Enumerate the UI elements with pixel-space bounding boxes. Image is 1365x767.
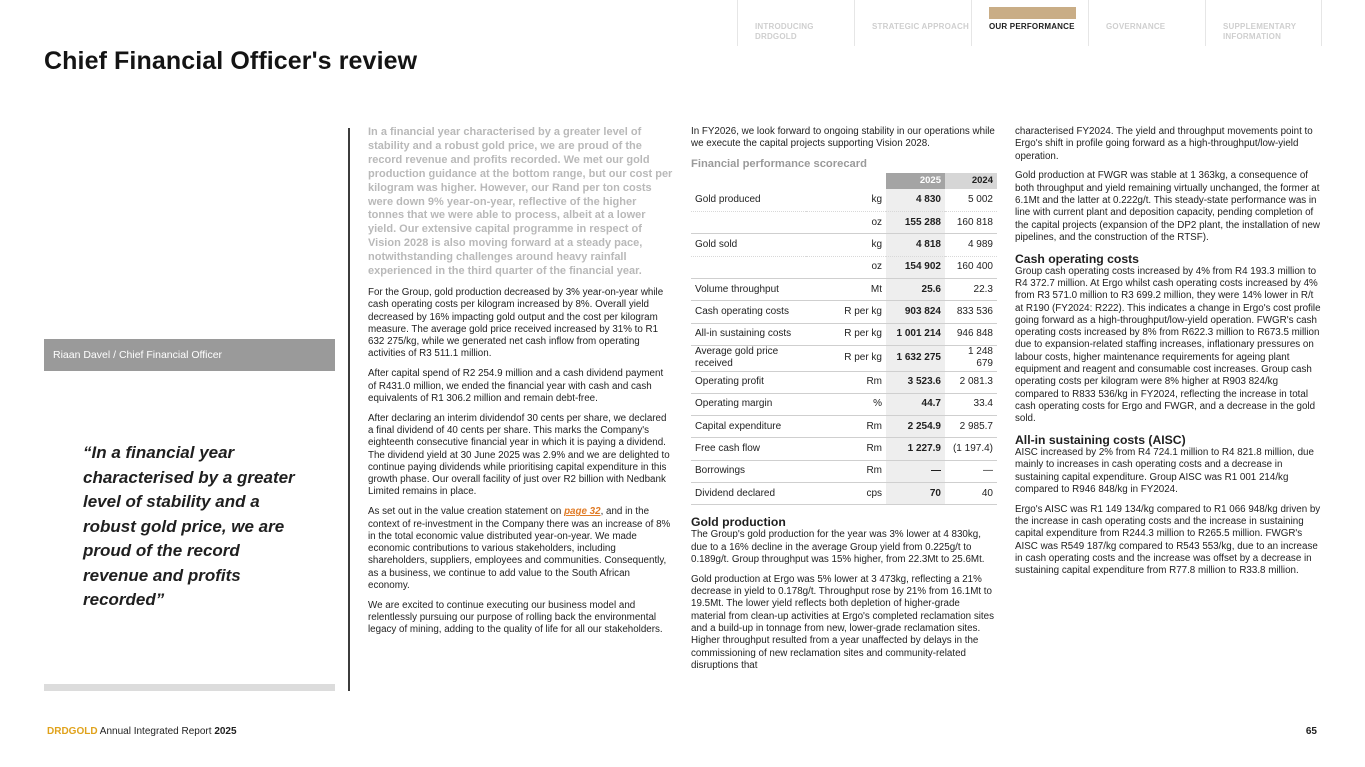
table-header-blank [806, 173, 886, 189]
financial-scorecard-table [691, 173, 997, 505]
row-value-2025: 3 523.6 [886, 371, 945, 393]
table-row [691, 345, 997, 371]
nav-tab-strategic-approach[interactable] [854, 0, 971, 46]
row-value-2024: 946 848 [945, 323, 997, 345]
row-label: Operating profit [691, 371, 806, 393]
row-value-2025: 1 632 275 [886, 345, 945, 371]
paragraph: After declaring an interim dividendof 30 cents per share, we declared a final dividend of 40 cents per share. This marks the Company's eighteenth consecutive financial year in which it is paying a dividend. The dividend yield at 30 June 2025 was 2.9% and we are delighted to continue paying dividends while prioritising capital expenditure in this growth phase. Our overall facility of just over R2 billion with Nedbank Limited remains in place. [368, 412, 670, 498]
footer-year: 2025 [214, 726, 237, 737]
paragraph: Group cash operating costs increased by 4% from R4 193.3 million to R4 372.7 million. At Ergo whilst cash operating costs increased by 4% from R3 571.0 million to R3 699.2 million, they were 14% lower in R/t at R190 (FY2024: R222). This indicates a change in Ergo's cost profile going forward as a high-throughput/low-yield operation. FWGR's cash operating costs increased by 8% from R622.3 million to R673.5 million due to expansion-related staffing increases, inflationary pressures on labour costs, higher maintenance requirements for ageing plant equipment and reagent and consumable cost increases. Group cash operating costs per kilogram were 8% higher at R903 824/kg compared to R833 536/kg in FY2024, reflecting the increase in total cash operating costs for Ergo and FWGR, and a decrease in the gold sold. [1015, 265, 1321, 425]
section-heading-gold-production: Gold production [691, 515, 786, 530]
paragraph: After capital spend of R2 254.9 million and a cash dividend payment of R431.0 million, we ended the financial year with cash and cash equivalents of R1 306.2 million and remain debt-free. [368, 368, 664, 404]
row-label: Borrowings [691, 460, 806, 482]
row-value-2025: 155 288 [886, 212, 945, 234]
row-label: All-in sustaining costs [691, 323, 806, 345]
row-value-2024: 5 002 [945, 189, 997, 211]
row-value-2024: 2 985.7 [945, 416, 997, 438]
table-row [691, 256, 997, 278]
row-value-2025: 1 227.9 [886, 438, 945, 460]
paragraph: As set out in the value creation statement on page 32, and in the context of re-investment in the Company there was an increase of 8% in the total economic value distributed year-on-year. We made economic contributions to various stakeholders, including shareholders, suppliers, employees and communities. Consequently, as a business, we continue to add value to the South African economy. [368, 506, 671, 591]
row-label [691, 256, 806, 278]
pull-quote: “In a financial year characterised by a greater level of stability and a robust gold price, we are proud of the record revenue and profits recorded” [83, 443, 295, 609]
row-value-2025: 44.7 [886, 393, 945, 415]
table-row [691, 438, 997, 460]
row-unit: kg [806, 189, 886, 211]
row-unit: Mt [806, 279, 886, 301]
paragraph: Gold production at Ergo was 5% lower at 3 473kg, reflecting a 21% decrease in yield to 0.178g/t. Throughput rose by 21% from 16.1Mt to 19.5Mt. The lower yield reflects both depletion of higher-grade material from clean-up activities at Ergo's completed reclamation sites and a build-up in tonnage from new, lower-grade reclamation sites. Higher throughput resulted from a year unaffected by delays in the commissioning of new reclamation sites and community-related disruptions that [691, 573, 994, 671]
table-row [691, 212, 997, 234]
table-header-blank [691, 173, 806, 189]
row-value-2025: 4 830 [886, 189, 945, 211]
nav-tab-indicator [1106, 7, 1193, 19]
row-unit: Rm [806, 416, 886, 438]
nav-tab-indicator [1223, 7, 1310, 19]
table-row [691, 189, 997, 211]
nav-tab-indicator [872, 7, 959, 19]
nav-tab-supplementary-information[interactable] [1205, 0, 1322, 46]
section-heading-cash-operating-costs: Cash operating costs [1015, 251, 1139, 266]
row-label: Operating margin [691, 393, 806, 415]
row-label: Capital expenditure [691, 416, 806, 438]
table-row [691, 483, 997, 505]
row-value-2024: 833 536 [945, 301, 997, 323]
row-unit: R per kg [806, 345, 886, 371]
table-row [691, 279, 997, 301]
row-unit: kg [806, 234, 886, 256]
table-header-2025: 2025 [886, 173, 945, 189]
row-value-2025: — [886, 460, 945, 482]
nav-tab-indicator [755, 7, 842, 19]
paragraph: AISC increased by 2% from R4 724.1 million to R4 821.8 million, due mainly to increases in cash operating costs and a decrease in sustaining capital expenditure. Group AISC was R1 001 214/kg compared to R946 848/kg in FY2024. [1015, 447, 1314, 495]
row-label: Volume throughput [691, 279, 806, 301]
row-value-2025: 154 902 [886, 256, 945, 278]
page-title: Chief Financial Officer's review [44, 47, 418, 75]
row-unit: R per kg [806, 301, 886, 323]
paragraph: characterised FY2024. The yield and throughput movements point to Ergo's shift in profile going forward as a high-throughput/low-yield operation. [1015, 126, 1313, 162]
table-row [691, 393, 997, 415]
row-unit: oz [806, 212, 886, 234]
row-value-2024: 4 989 [945, 234, 997, 256]
row-unit: Rm [806, 371, 886, 393]
text-column-2 [691, 126, 997, 680]
row-value-2025: 70 [886, 483, 945, 505]
paragraph: We are excited to continue executing our business model and relentlessly pursuing our purpose of rolling back the environmental legacy of mining, adding to the quality of life for all our stakeholders. [368, 599, 663, 636]
row-value-2025: 903 824 [886, 301, 945, 323]
decorative-rule [44, 684, 335, 691]
row-value-2024: 40 [945, 483, 997, 505]
row-value-2024: 33.4 [945, 393, 997, 415]
row-value-2025: 25.6 [886, 279, 945, 301]
row-value-2024: 160 818 [945, 212, 997, 234]
row-label: Gold sold [691, 234, 806, 256]
footer-report-name: Annual Integrated Report [97, 726, 215, 737]
intro-paragraph: In a financial year characterised by a greater level of stability and a robust gold price, we are proud of the record revenue and profits recorded. We met our gold production guidance at the bottom range, but our cost per kilogram was higher. However, our Rand per ton costs were down 9% year-on-year, reflective of the higher tonnes that we were able to process, albeit at a lower yield. Our extensive capital programme in respect of Vision 2028 is also moving forward at a steady pace, notwithstanding challenges around heavy rainfall experienced in the third quarter of the financial year. [368, 126, 673, 278]
row-value-2024: (1 197.4) [945, 438, 997, 460]
page-32-link[interactable]: page 32 [564, 506, 601, 518]
row-label: Average gold price received [691, 345, 806, 371]
nav-tab-label: GOVERNANCE [1106, 22, 1166, 31]
paragraph: Gold production at FWGR was stable at 1 363kg, a consequence of both throughput and yield remaining virtually unchanged, the former at 6.1Mt and the latter at 0.222g/t. This steady-state performance was in line with current plant and deposition capacity, pending completion of the capital projects (expansion of the DP2 plant, the installation of new pipelines, and the construction of the RTSF). [1015, 170, 1320, 243]
nav-tab-label: STRATEGIC APPROACH [872, 22, 969, 31]
section-nav [737, 0, 1322, 46]
nav-tab-our-performance[interactable] [971, 0, 1088, 46]
row-unit: Rm [806, 460, 886, 482]
text-column-3 [1015, 126, 1322, 585]
row-value-2025: 1 001 214 [886, 323, 945, 345]
row-unit: oz [806, 256, 886, 278]
row-label: Dividend declared [691, 483, 806, 505]
row-value-2025: 2 254.9 [886, 416, 945, 438]
text-column-1 [368, 126, 673, 644]
paragraph: The Group's gold production for the year was 3% lower at 4 830kg, due to a 16% decline in the average Group yield from 0.225g/t to 0.189g/t. Group throughput was 15% higher, from 22.3Mt to 25.6Mt. [691, 529, 985, 565]
row-unit: R per kg [806, 323, 886, 345]
table-row [691, 371, 997, 393]
row-value-2024: 22.3 [945, 279, 997, 301]
table-title: Financial performance scorecard [691, 158, 867, 171]
nav-tab-governance[interactable] [1088, 0, 1205, 46]
table-row [691, 301, 997, 323]
table-row [691, 234, 997, 256]
paragraph: Ergo's AISC was R1 149 134/kg compared to R1 066 948/kg driven by the increase in cash operating costs and the increase in sustaining capital expenditure from R244.3 million to R265.5 million. FWGR's AISC was R549 187/kg compared to R543 553/kg, due to an increase in cash operating costs and the increase was offset by a decrease in sustaining capital expenditure from R77.8 million to R33.8 million. [1015, 503, 1321, 577]
row-unit: % [806, 393, 886, 415]
row-value-2024: 1 248 679 [945, 345, 997, 371]
table-row [691, 460, 997, 482]
row-value-2025: 4 818 [886, 234, 945, 256]
nav-tab-label: SUPPLEMENTARY INFORMATION [1223, 22, 1297, 41]
nav-tab-label: INTRODUCING DRDGOLD [755, 22, 814, 41]
table-row [691, 416, 997, 438]
row-label [691, 212, 806, 234]
footer-brand: DRDGOLD [47, 726, 98, 737]
row-value-2024: 2 081.3 [945, 371, 997, 393]
table-body [691, 189, 997, 504]
column-divider [348, 128, 350, 691]
nav-tab-introducing-drdgold[interactable] [737, 0, 854, 46]
paragraph: In FY2026, we look forward to ongoing stability in our operations while we execute the capital projects supporting Vision 2028. [691, 126, 995, 150]
row-unit: cps [806, 483, 886, 505]
nav-tab-label: OUR PERFORMANCE [989, 22, 1075, 31]
row-label: Free cash flow [691, 438, 806, 460]
table-row [691, 323, 997, 345]
paragraph: For the Group, gold production decreased by 3% year-on-year while cash operating costs per kilogram increased by 8%. Overall yield decreased by 16% impacting gold output and the cost per kilogram measure. The average gold price received increased by 31% to R1 632 275/kg, while we generated net cash inflow from operating activities of R3 511.1 million. [368, 286, 664, 360]
row-unit: Rm [806, 438, 886, 460]
row-value-2024: — [945, 460, 997, 482]
section-heading-aisc: All-in sustaining costs (AISC) [1015, 433, 1186, 448]
table-header-2024: 2024 [945, 173, 997, 189]
photo-caption: Riaan Davel / Chief Financial Officer [44, 339, 335, 371]
page-number: 65 [1305, 726, 1317, 737]
footer [47, 726, 237, 737]
row-value-2024: 160 400 [945, 256, 997, 278]
nav-tab-active-indicator [989, 7, 1076, 19]
row-label: Gold produced [691, 189, 806, 211]
row-label: Cash operating costs [691, 301, 806, 323]
